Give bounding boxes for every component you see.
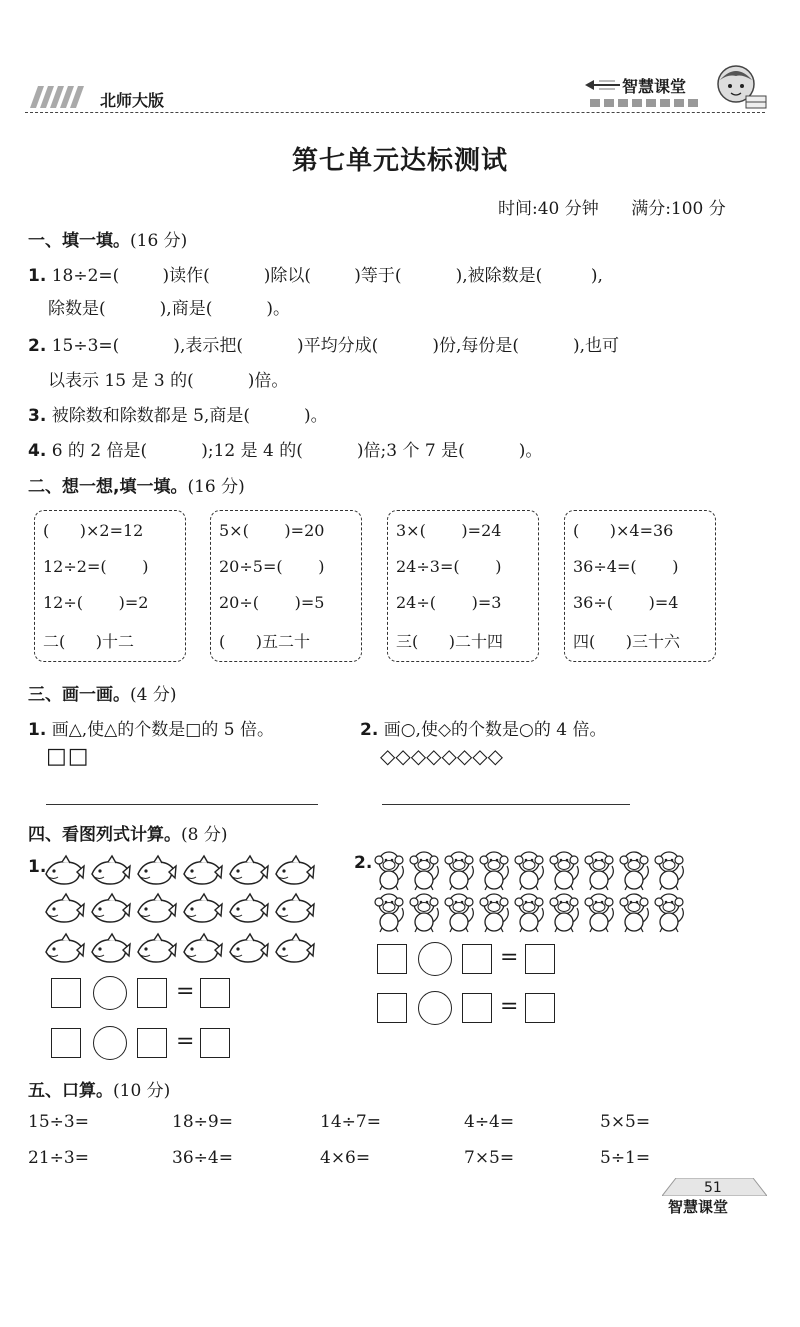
section-5-title: 五、口算。 [28,1081,113,1101]
box-row: 四( )三十六 [573,632,681,651]
page-title: 第七单元达标测试 [291,146,508,176]
question-1-line-2: 除数是( ),商是( )。 [48,299,291,319]
question-2-line-2: 以表示 15 是 3 的( )倍。 [48,371,289,391]
exam-meta [498,194,726,219]
dolphin-illustration [44,850,324,970]
header-divider [25,112,765,113]
mental-calc-item: 4×6= [320,1148,371,1168]
question-number: 2. [28,336,47,356]
operator-circle[interactable] [418,942,452,976]
answer-square[interactable] [51,1028,81,1058]
answer-square[interactable] [137,1028,167,1058]
square-shapes: □□ [46,744,90,769]
box-row: 20÷5=( ) [219,557,325,576]
header-edition: 北师大版 [100,91,165,110]
box-row: 20÷( )=5 [219,593,325,612]
equals-sign: = [176,979,195,1004]
footer-brand: 智慧课堂 [668,1198,729,1216]
box-row: 5×( )=20 [219,521,325,540]
mental-calc-item: 36÷4= [172,1148,233,1168]
equals-sign: = [500,945,519,970]
section-3-heading [28,680,176,705]
fill-box-3 [387,510,539,662]
answer-square[interactable] [525,944,555,974]
operator-circle[interactable] [418,991,452,1025]
section-2-heading [28,472,245,497]
box-row: 36÷( )=4 [573,593,679,612]
picture-question-2-number [354,853,372,873]
mental-calc-item: 4÷4= [464,1112,515,1132]
answer-line-2[interactable] [382,804,630,805]
answer-square[interactable] [200,1028,230,1058]
mental-calc-item: 14÷7= [320,1112,381,1132]
time-limit: 时间:40 分钟 [498,199,599,219]
monkey-illustration [374,848,694,936]
answer-square[interactable] [377,993,407,1023]
question-text: 6 的 2 倍是( );12 是 4 的( )倍;3 个 7 是( )。 [51,441,543,461]
question-text: 被除数和除数都是 5,商是( )。 [51,406,328,426]
box-row: ( )×4=36 [573,521,674,540]
box-row: 二( )十二 [43,632,135,651]
section-5-points: (10 分) [113,1081,171,1101]
question-text: 18÷2=( )读作( )除以( )等于( ),被除数是( ), [51,266,603,286]
mental-calc-item: 5×5= [600,1112,651,1132]
mental-calc-item: 21÷3= [28,1148,89,1168]
question-text: 画○,使◇的个数是○的 4 倍。 [383,720,607,740]
answer-square[interactable] [137,978,167,1008]
section-1-title: 一、填一填。 [28,231,130,251]
answer-square[interactable] [200,978,230,1008]
question-2-line-1 [28,331,619,356]
section-4-heading [28,820,227,845]
girl-mascot-icon [712,62,767,110]
equals-sign: = [500,994,519,1019]
section-2-title: 二、想一想,填一填。 [28,477,188,497]
section-3-points: (4 分) [130,685,177,705]
section-1-heading [28,226,187,251]
fill-box-1 [34,510,186,662]
section-5-heading [28,1076,170,1101]
question-text: 画△,使△的个数是□的 5 倍。 [51,720,274,740]
box-row: 24÷3=( ) [396,557,502,576]
mental-calc-item: 18÷9= [172,1112,233,1132]
question-3 [28,401,328,426]
box-row: 3×( )=24 [396,521,502,540]
answer-square[interactable] [462,993,492,1023]
box-row: ( )五二十 [219,632,311,651]
draw-question-2 [360,715,606,740]
box-row: 12÷( )=2 [43,593,149,612]
section-1-points: (16 分) [130,231,188,251]
question-number: 3. [28,406,47,426]
question-number: 2. [354,853,373,873]
box-row: 36÷4=( ) [573,557,679,576]
box-row: 三( )二十四 [396,632,504,651]
header-bars-decoration [590,98,710,108]
answer-line-1[interactable] [46,804,318,805]
box-row: 24÷( )=3 [396,593,502,612]
question-4 [28,436,542,461]
mental-calc-item: 7×5= [464,1148,515,1168]
fill-box-2 [210,510,362,662]
section-4-points: (8 分) [181,825,228,845]
question-text: 15÷3=( ),表示把( )平均分成( )份,每份是( ),也可 [51,336,620,356]
question-number: 4. [28,441,47,461]
answer-square[interactable] [377,944,407,974]
fill-box-4 [564,510,716,662]
header-brand: 智慧课堂 [622,77,687,96]
answer-square[interactable] [51,978,81,1008]
section-2-points: (16 分) [187,477,245,497]
diamond-shapes: ◇◇◇◇◇◇◇◇ [380,744,504,768]
operator-circle[interactable] [93,1026,127,1060]
draw-question-1 [28,715,274,740]
section-3-title: 三、画一画。 [28,685,130,705]
equals-sign: = [176,1029,195,1054]
question-1-line-1 [28,261,603,286]
page-number: 51 [704,1180,722,1196]
arrow-icon [585,78,620,92]
box-row: 12÷2=( ) [43,557,149,576]
mental-calc-item: 5÷1= [600,1148,651,1168]
answer-square[interactable] [462,944,492,974]
mental-calc-item: 15÷3= [28,1112,89,1132]
header-stripes-decoration [30,86,90,108]
question-number: 2. [360,720,379,740]
section-4-title: 四、看图列式计算。 [28,825,181,845]
question-number: 1. [28,266,47,286]
question-number: 1. [28,857,47,877]
answer-square[interactable] [525,993,555,1023]
full-score: 满分:100 分 [631,199,726,219]
box-row: ( )×2=12 [43,521,144,540]
operator-circle[interactable] [93,976,127,1010]
question-number: 1. [28,720,47,740]
